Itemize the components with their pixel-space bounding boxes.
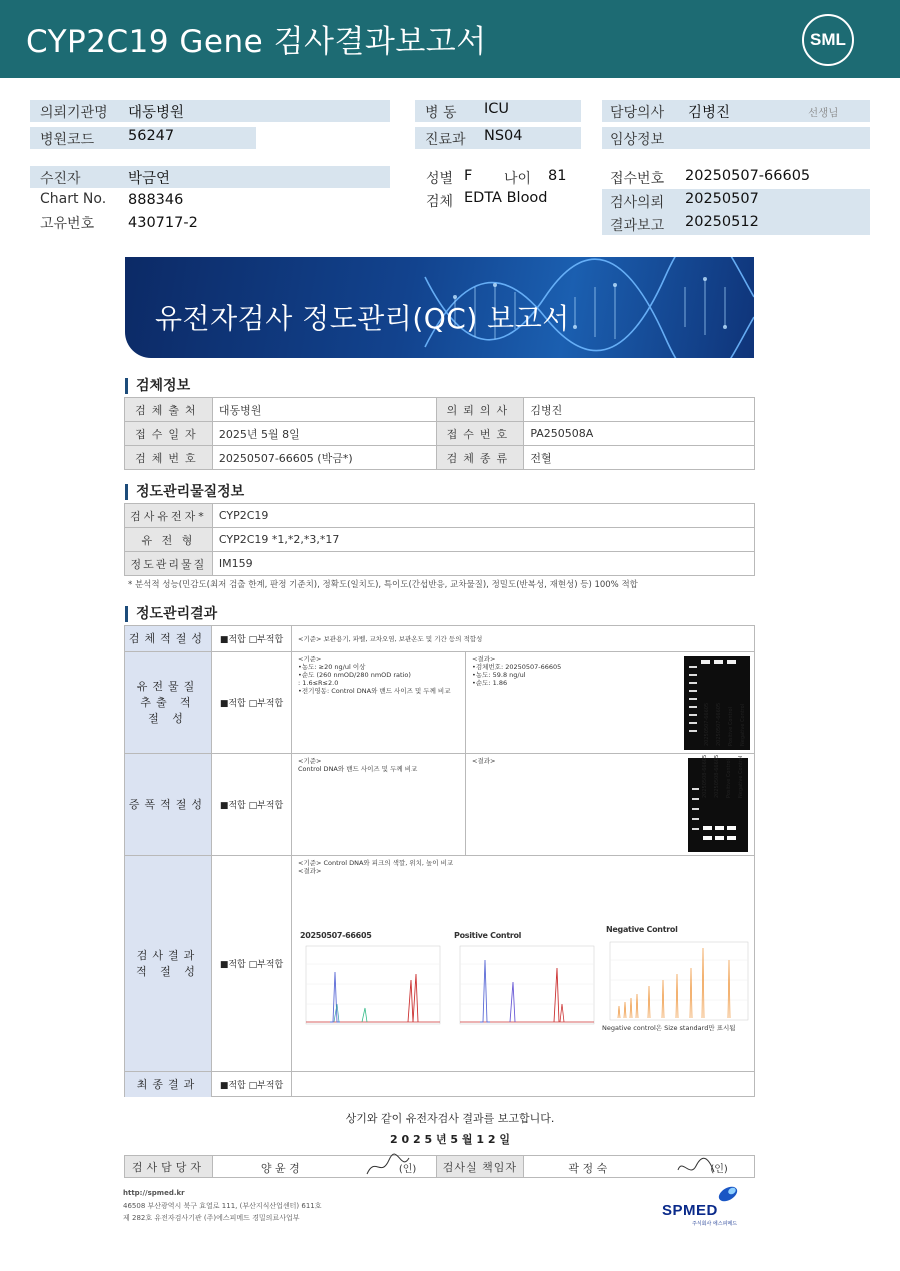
- reception-value: 20250507-66605: [685, 168, 811, 184]
- tech-cell: [212, 1156, 436, 1178]
- specimen-adequacy-area: [291, 626, 755, 652]
- report-statement: 상기와 같이 유전자검사 결과를 보고합니다.: [345, 1112, 555, 1125]
- tech-seal: (인): [398, 1164, 417, 1175]
- sex-value: F: [464, 168, 473, 184]
- specimen-label: 검체: [426, 194, 454, 210]
- positive-control-electropherogram: [454, 944, 596, 1028]
- department-value: NS04: [484, 128, 523, 144]
- department-label: 진료과: [425, 132, 466, 148]
- specimen-adequacy-label: 검체적절성: [125, 626, 211, 652]
- qc-result-title: 정도관리결과: [125, 606, 217, 622]
- received-number-value: PA250508A: [524, 422, 755, 446]
- gel-lane-label: Negative Control: [738, 755, 744, 798]
- header-bar: [0, 0, 900, 78]
- specimen-row: [125, 398, 755, 422]
- pass-checkbox: ■적합: [219, 699, 246, 709]
- requesting-doctor-label: 의뢰의사: [436, 398, 524, 422]
- unique-value: 430717-2: [128, 215, 198, 231]
- gel-lane-label: 20250507-66605: [716, 702, 722, 746]
- negative-control-note: Negative control은 Size standard만 표시됨: [602, 1024, 736, 1032]
- electropherogram-panel-title: Negative Control: [606, 925, 678, 934]
- negative-control-electropherogram: [604, 940, 750, 1024]
- pass-checkbox: ■적합: [219, 1081, 246, 1091]
- amplification-criteria-1: Control DNA와 밴드 사이즈 및 두께 비교: [298, 765, 418, 773]
- gel-lane-label: 20250508-66605: [714, 754, 720, 798]
- electropherogram-panel-title: Positive Control: [454, 931, 522, 940]
- qc-material-row: [125, 504, 755, 528]
- specimen-section-title: 검체정보: [125, 378, 190, 394]
- qc-material-row: [125, 528, 755, 552]
- qc-material-title: 정도관리물질정보: [125, 484, 244, 500]
- specimen-adequacy-check: [211, 626, 291, 652]
- extraction-criteria-2: •순도 (260 nmOD/280 nmOD ratio): [298, 671, 411, 679]
- gel-lane-label: Positive Control: [726, 759, 732, 798]
- final-result-area: [291, 1072, 755, 1097]
- genotype-label: 유 전 형: [125, 528, 213, 552]
- hospital-code-value: 56247: [128, 128, 175, 144]
- specimen-row: [125, 446, 755, 470]
- footer-registration: 제 282호 유전자검사기관 (주)에스피메드 경밀의료사업부: [123, 1214, 300, 1222]
- patient-row: [30, 166, 390, 188]
- pass-checkbox: ■적합: [219, 801, 246, 811]
- ward-label: 병 동: [425, 105, 457, 121]
- specimen-value: EDTA Blood: [464, 190, 548, 206]
- origin-value: 대동병원: [212, 398, 436, 422]
- spmed-logo-icon: [714, 1182, 742, 1204]
- clinical-label: 임상정보: [610, 132, 665, 148]
- patient-value: 박금연: [128, 171, 171, 187]
- result-adequacy-label: 검사결과 적 절 성: [125, 856, 211, 1072]
- qc-banner: [125, 257, 754, 358]
- sample-electropherogram: [300, 944, 442, 1028]
- specimen-number-label: 검체번호: [125, 446, 213, 470]
- patient-label: 수진자: [40, 171, 81, 187]
- report-value: 20250512: [685, 214, 759, 230]
- request-value: 20250507: [685, 191, 759, 207]
- final-result-label: 최종결과: [125, 1072, 211, 1097]
- performance-note: * 분석적 성능(민감도(최저 검출 한계, 판정 기준치), 정확도(일치도), 특이도(간섭반응, 교차물질), 정밀도(반복성, 재현성) 등) 100% 적합: [128, 580, 638, 590]
- gel-lane-label: 20250507-66605: [704, 702, 710, 746]
- footer-address: 46508 부산광역시 북구 효열로 111, (부산지식산업센터) 611호: [123, 1202, 322, 1210]
- report-title: CYP2C19 Gene 검사결과보고서: [26, 24, 487, 60]
- spmed-logo-sub: 주식회사 에스피메드: [692, 1221, 738, 1227]
- institution-value: 대동병원: [128, 105, 185, 121]
- final-result-check: [211, 1072, 291, 1097]
- sex-label: 성별: [426, 171, 454, 187]
- doctor-value: 김병진: [688, 105, 731, 121]
- unique-label: 고유번호: [40, 216, 95, 232]
- pass-checkbox: ■적합: [219, 635, 246, 645]
- chart-label: Chart No.: [40, 191, 107, 207]
- extraction-result-1: •검체번호: 20250507-66605: [472, 663, 562, 671]
- ward-value: ICU: [484, 101, 510, 117]
- fail-checkbox: □부적합: [248, 699, 284, 709]
- signature-table: [124, 1155, 755, 1178]
- extraction-result-area: [465, 652, 755, 754]
- gel-lane-label: Positive Control: [728, 707, 734, 746]
- pass-checkbox: ■적합: [219, 960, 246, 970]
- extraction-criteria-area: [291, 652, 465, 754]
- qc-material-row: [125, 552, 755, 576]
- specimen-table: [124, 397, 755, 470]
- extraction-gel-image: [684, 656, 750, 750]
- result-adequacy-check: [211, 856, 291, 1072]
- tech-name: 양 윤 경: [260, 1162, 300, 1175]
- amplification-gel-image: [688, 754, 748, 852]
- result-adequacy-heading: <결과>: [298, 867, 322, 875]
- reception-label: 접수번호: [610, 171, 665, 187]
- fail-checkbox: □부적합: [248, 801, 284, 811]
- director-seal: (인): [710, 1164, 728, 1175]
- doctor-suffix: 선생님: [808, 107, 839, 119]
- gel-lane-label: 20250508-66605: [702, 754, 708, 798]
- origin-label: 검체출처: [125, 398, 213, 422]
- extraction-result-3: •순도: 1.86: [472, 679, 508, 687]
- amplification-label: 증폭적절성: [125, 754, 211, 856]
- report-date: 2 0 2 5 년 5 월 1 2 일: [390, 1133, 510, 1146]
- amplification-criteria-heading: <기준>: [298, 757, 322, 765]
- test-gene-value: CYP2C19: [212, 504, 754, 528]
- amplification-check: [211, 754, 291, 856]
- test-gene-label: 검사유전자*: [125, 504, 213, 528]
- specimen-number-value: 20250507-66605 (박금*): [212, 446, 436, 470]
- extraction-criteria-3: : 1.6≤R≤2.0: [298, 679, 339, 687]
- extraction-criteria-4: •전기영동: Control DNA와 밴드 사이즈 및 두께 비교: [298, 687, 451, 695]
- specimen-adequacy-criteria: <기준> 보관용기, 파벨, 교차오염, 보관온도 및 기간 등의 적합성: [298, 635, 483, 643]
- electropherogram-panel-title: 20250507-66605: [300, 931, 372, 940]
- institution-label: 의뢰기관명: [40, 105, 108, 121]
- banner-title: 유전자검사 정도관리(QC) 보고서: [155, 302, 570, 335]
- sml-logo: SML: [802, 14, 854, 66]
- qc-result-table: [124, 625, 755, 1097]
- genotype-value: CYP2C19 *1,*2,*3,*17: [212, 528, 754, 552]
- amplification-result-heading: <결과>: [472, 757, 496, 765]
- director-cell: [524, 1156, 755, 1178]
- director-label: 검사실 책임자: [436, 1156, 524, 1178]
- extraction-label: 유전물질추출 적 절 성: [125, 652, 211, 754]
- hospital-code-label: 병원코드: [40, 132, 95, 148]
- specimen-type-label: 검체종류: [436, 446, 524, 470]
- age-label: 나이: [504, 171, 532, 187]
- request-label: 검사의뢰: [610, 195, 665, 211]
- received-number-label: 접수번호: [436, 422, 524, 446]
- qc-material-table: [124, 503, 755, 576]
- qc-material-value: IM159: [212, 552, 754, 576]
- fail-checkbox: □부적합: [248, 960, 284, 970]
- doctor-label: 담당의사: [610, 105, 665, 121]
- specimen-type-value: 전혈: [524, 446, 755, 470]
- chart-value: 888346: [128, 192, 184, 208]
- result-adequacy-area: [291, 856, 755, 1072]
- extraction-criteria-heading: <기준>: [298, 655, 322, 663]
- signature-row: [125, 1156, 755, 1178]
- extraction-criteria-1: •농도: ≥20 ng/ul 이상: [298, 663, 366, 671]
- extraction-result-heading: <결과>: [472, 655, 496, 663]
- spmed-logo: SPMED: [662, 1202, 718, 1219]
- extraction-result-2: •농도: 59.8 ng/ul: [472, 671, 526, 679]
- fail-checkbox: □부적합: [248, 1081, 284, 1091]
- age-value: 81: [548, 168, 567, 184]
- received-date-label: 접수일자: [125, 422, 213, 446]
- director-name: 곽 정 숙: [568, 1162, 608, 1175]
- requesting-doctor-value: 김병진: [524, 398, 755, 422]
- received-date-value: 2025년 5월 8일: [212, 422, 436, 446]
- amplification-result-area: [465, 754, 755, 856]
- specimen-row: [125, 422, 755, 446]
- tech-label: 검사담당자: [125, 1156, 213, 1178]
- report-label: 결과보고: [610, 218, 665, 234]
- footer-url: http://spmed.kr: [123, 1189, 185, 1197]
- result-adequacy-criteria: <기준> Control DNA와 피크의 색깔, 위치, 높이 비교: [298, 859, 454, 867]
- extraction-check: [211, 652, 291, 754]
- amplification-criteria-area: [291, 754, 465, 856]
- gel-lane-label: Negative Control: [740, 703, 746, 746]
- fail-checkbox: □부적합: [248, 635, 284, 645]
- qc-material-label: 정도관리물질: [125, 552, 213, 576]
